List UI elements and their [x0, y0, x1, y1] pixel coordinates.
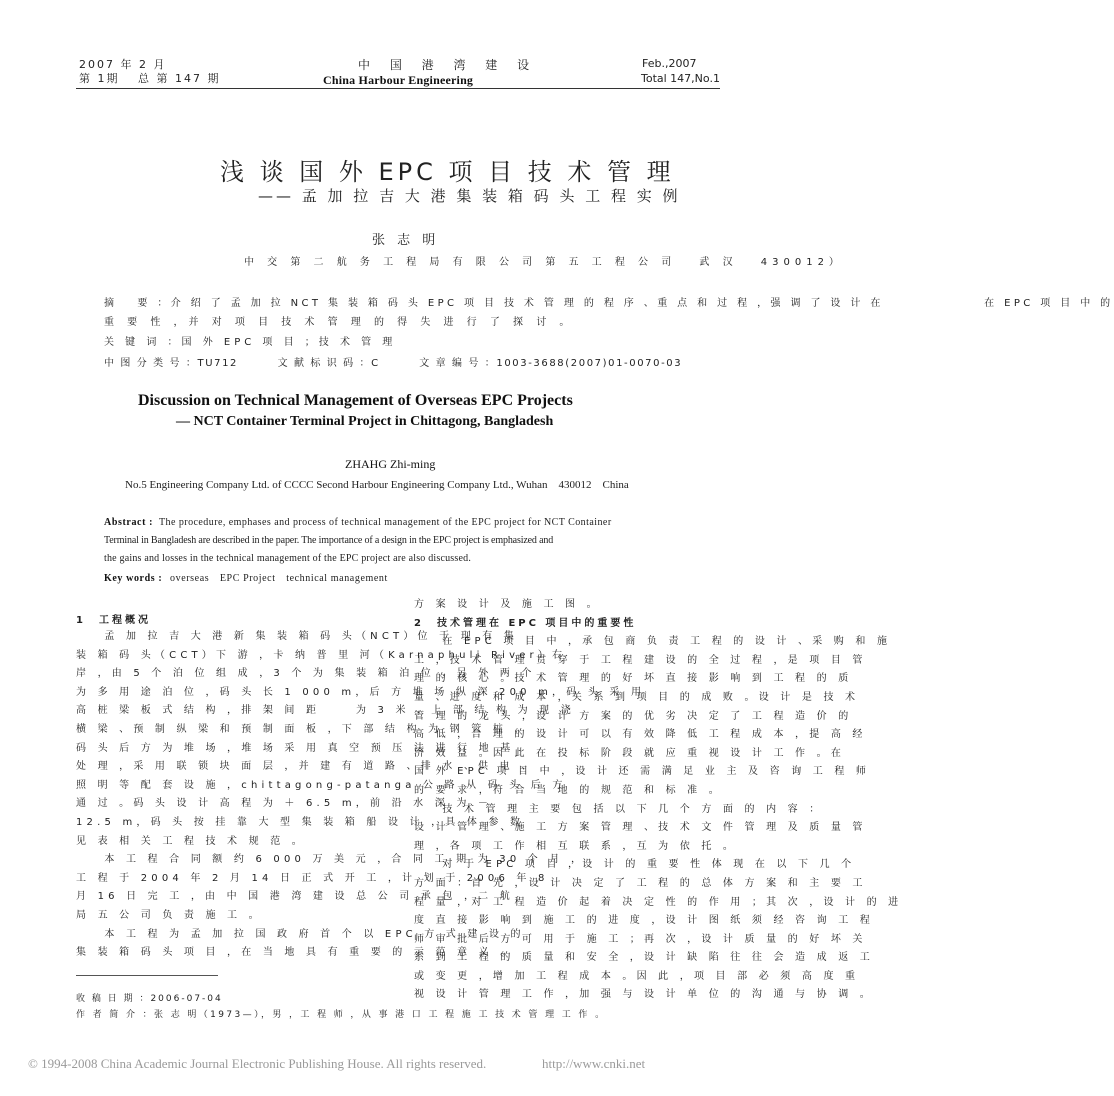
body-line: 管 理 的 龙 头 ，设 计 方 案 的 优 劣 决 定 了 工 程 造 价 的	[414, 710, 853, 722]
body-line: 本 工 程 为 孟 加 拉 国 政 府 首 个 以 EPC 方 式 建 设 的	[76, 928, 525, 940]
body-line: 设 计 管 理 、施 工 方 案 管 理 、技 术 文 件 管 理 及 质 量 管	[414, 822, 867, 834]
body-line: 通 过 。码 头 设 计 高 程 为 ＋ 6.5 m，前 沿 水 深 为 －	[76, 798, 493, 810]
body-line: 或 变 更 ，增 加 工 程 成 本 。因 此 ，项 目 部 必 须 高 度 重	[414, 970, 860, 982]
abstract-en-line2: Terminal in Bangladesh are described in the paper. The importance of a design in the EPC project is emphasized and	[104, 535, 554, 546]
body-line: 师 审 批 后 方 可 用 于 施 工 ；再 次 ，设 计 质 量 的 好 坏 关	[414, 933, 867, 945]
header-date-en: Feb.,2007	[642, 57, 697, 70]
abstract-en-label: Abstract :	[104, 517, 154, 528]
body-line: 孟 加 拉 吉 大 港 新 集 装 箱 码 头（NCT）位 于 现 有 集	[76, 631, 519, 642]
keywords-en: overseas EPC Project technical management	[170, 573, 388, 584]
header-date: 2007 年 2 月	[79, 58, 167, 71]
section-heading-2: 2 技术管理在 EPC 项目中的重要性	[414, 617, 637, 629]
body-line: 工 程 于 2004 年 2 月 14 日 正 式 开 工 ，计 划 于 2006 年 8	[76, 872, 549, 884]
body-line: 视 设 计 管 理 工 作 ，加 强 与 设 计 单 位 的 沟 通 与 协 调 。	[414, 989, 874, 1001]
abstract-en-line3: the gains and losses in the technical management of the EPC project are also discussed.	[104, 553, 472, 564]
journal-title-en: China Harbour Engineering	[323, 73, 474, 87]
title-en: Discussion on Technical Management of Overseas EPC Projects	[138, 392, 573, 409]
body-line: 对 于 EPC 项 目 ，设 计 的 重 要 性 体 现 在 以 下 几 个	[414, 859, 856, 871]
affiliation-en: No.5 Engineering Company Ltd. of CCCC Second Harbour Engineering Company Ltd., Wuhan 430012 China	[125, 479, 629, 491]
body-line: 12.5 m，码 头 按 挂 靠 大 型 集 装 箱 船 设 计 ，具 体 参 数	[76, 816, 525, 828]
section-heading-1: 1 工程概况	[76, 615, 151, 626]
body-line: 处 理 ，采 用 联 锁 块 面 层 ，并 建 有 道 路 、排 水 、供 电 、	[76, 761, 536, 773]
footer-url[interactable]: http://www.cnki.net	[542, 1056, 646, 1071]
body-line: 济 效 益 。因 此 在 投 标 阶 段 就 应 重 视 设 计 工 作 。在	[414, 747, 846, 759]
body-line: 国 外 EPC 项 目 中 ，设 计 还 需 满 足 业 主 及 咨 询 工 程 师	[414, 766, 871, 778]
right-column-body	[414, 596, 903, 1005]
body-line: 度 直 接 影 响 到 施 工 的 进 度 ，设 计 图 纸 须 经 咨 询 工 程	[414, 915, 874, 927]
body-line: 方 面 ：首 先 ，设 计 决 定 了 工 程 的 总 体 方 案 和 主 要 工	[414, 877, 867, 889]
body-line: 月 16 日 完 工 ，由 中 国 港 湾 建 设 总 公 司 承 包 ，二 航	[76, 891, 514, 903]
body-line: 在 EPC 项 目 中 ，承 包 商 负 责 工 程 的 设 计 、采 购 和 施	[414, 636, 892, 648]
body-line: 量 、进 度 和 成 本 ，关 系 到 项 目 的 成 败 。设 计 是 技 术	[414, 691, 860, 703]
body-line: 本 工 程 合 同 额 约 6 000 万 美 元 ，合 同 工 期 为 30 个 月 ，	[76, 854, 586, 866]
body-line: 岸 ，由 5 个 泊 位 组 成 ，3 个 为 集 装 箱 泊 位 ，另 外 两 个	[76, 668, 536, 680]
author-en: ZHAHG Zhi-ming	[345, 457, 436, 471]
footer-copyright: © 1994-2008 China Academic Journal Electronic Publishing House. All rights reserved.	[28, 1056, 487, 1071]
body-line: 局 五 公 司 负 责 施 工 。	[76, 909, 263, 921]
body-line: 程 量 ，对 工 程 造 价 起 着 决 定 性 的 作 用 ；其 次 ，设 计 的 进	[414, 896, 903, 908]
title-cn: 浅 谈 国 外 EPC 项 目 技 术 管 理	[220, 158, 675, 186]
abstract-cn-line2: 重 要 性 ，并 对 项 目 技 术 管 理 的 得 失 进 行 了 探 讨 。	[104, 317, 575, 328]
body-line: 理 ，各 项 工 作 相 互 联 系 ，互 为 依 托 。	[414, 840, 738, 852]
subtitle-cn: —— 孟 加 拉 吉 大 港 集 装 箱 码 头 工 程 实 例	[258, 187, 681, 205]
abstract-en-line1: The procedure, emphases and process of technical management of the EPC project for NCT Container	[159, 517, 612, 528]
body-line: 装 箱 码 头（CCT）下 游 ，卡 纳 普 里 河（Karnaphuli River）右	[76, 649, 567, 661]
footnote-rule	[76, 975, 218, 976]
journal-title-cn: 中 国 港 湾 建 设	[358, 58, 538, 72]
keywords-en-label: Key words :	[104, 573, 163, 584]
author-cn: 张 志 明	[372, 233, 440, 248]
affiliation-cn: 中 交 第 二 航 务 工 程 局 有 限 公 司 第 五 工 程 公 司 武 汉 430012）	[244, 257, 844, 268]
footnote-author-bio: 作 者 简 介 ：张 志 明（1973—），男 ，工 程 师 ，从 事 港 口 工 程 施 工 技 术 管 理 工 作 。	[76, 1010, 607, 1020]
body-line: 工 ，技 术 管 理 贯 穿 于 工 程 建 设 的 全 过 程 ，是 项 目 管	[414, 654, 867, 666]
body-line: 照 明 等 配 套 设 施 ，chittagong-patanga 公 路 从 码 头 后 方	[76, 779, 567, 791]
header-issue-en: Total 147,No.1	[641, 72, 720, 85]
subtitle-en: — NCT Container Terminal Project in Chittagong, Bangladesh	[176, 414, 554, 429]
body-line: 集 装 箱 码 头 项 目 ，在 当 地 具 有 重 要 的 示 范 意 义 。	[76, 947, 515, 959]
keywords-cn: 关 键 词 ：国 外 EPC 项 目 ；技 术 管 理	[104, 337, 397, 348]
footnote-received: 收 稿 日 期 ：2006-07-04	[76, 994, 223, 1004]
classification-cn: 中 图 分 类 号 ：TU712 文 献 标 识 码 ：C 文 章 编 号 ：1003-3688(2007)01-0070-03	[104, 358, 683, 369]
body-line: 技 术 管 理 主 要 包 括 以 下 几 个 方 面 的 内 容 ：	[414, 803, 824, 815]
body-line: 理 的 核 心 。技 术 管 理 的 好 坏 直 接 影 响 到 工 程 的 质	[414, 673, 853, 685]
body-line: 为 多 用 途 泊 位 ，码 头 长 1 000 m，后 方 堆 场 纵 深 200 m，码 头 采 用	[76, 686, 646, 698]
body-line: 的 要 求 ，符 合 当 地 的 规 范 和 标 准 。	[414, 784, 723, 796]
header-rule	[76, 88, 720, 89]
body-line: 高 桩 梁 板 式 结 构 ，排 架 间 距 为 3 米 ，上 部 结 构 为 现 浇	[76, 705, 575, 717]
body-line: 横 梁 、预 制 纵 梁 和 预 制 面 板 ，下 部 结 构 为 钢 管 桩 ，	[76, 723, 529, 735]
header-issue: 第 1期 总 第 147 期	[79, 72, 221, 85]
body-line: 方 案 设 计 及 施 工 图 。	[414, 599, 601, 610]
body-line: 高 低 ，合 理 的 设 计 可 以 有 效 降 低 工 程 成 本 ，提 高 经	[414, 729, 867, 741]
body-line: 系 到 工 程 的 质 量 和 安 全 ，设 计 缺 陷 往 往 会 造 成 返 工	[414, 952, 874, 964]
body-line: 见 表 相 关 工 程 技 术 规 范 。	[76, 835, 306, 847]
abstract-cn-line1: 摘 要 ：介 绍 了 孟 加 拉 NCT 集 装 箱 码 头 EPC 项 目 技 术 管 理 的 程 序 、重 点 和 过 程 ，强 调 了 设 计 在 在 EPC 项 目 中 的	[104, 298, 1114, 309]
body-line: 码 头 后 方 为 堆 场 ，堆 场 采 用 真 空 预 压 法 进 行 地 基	[76, 742, 515, 754]
